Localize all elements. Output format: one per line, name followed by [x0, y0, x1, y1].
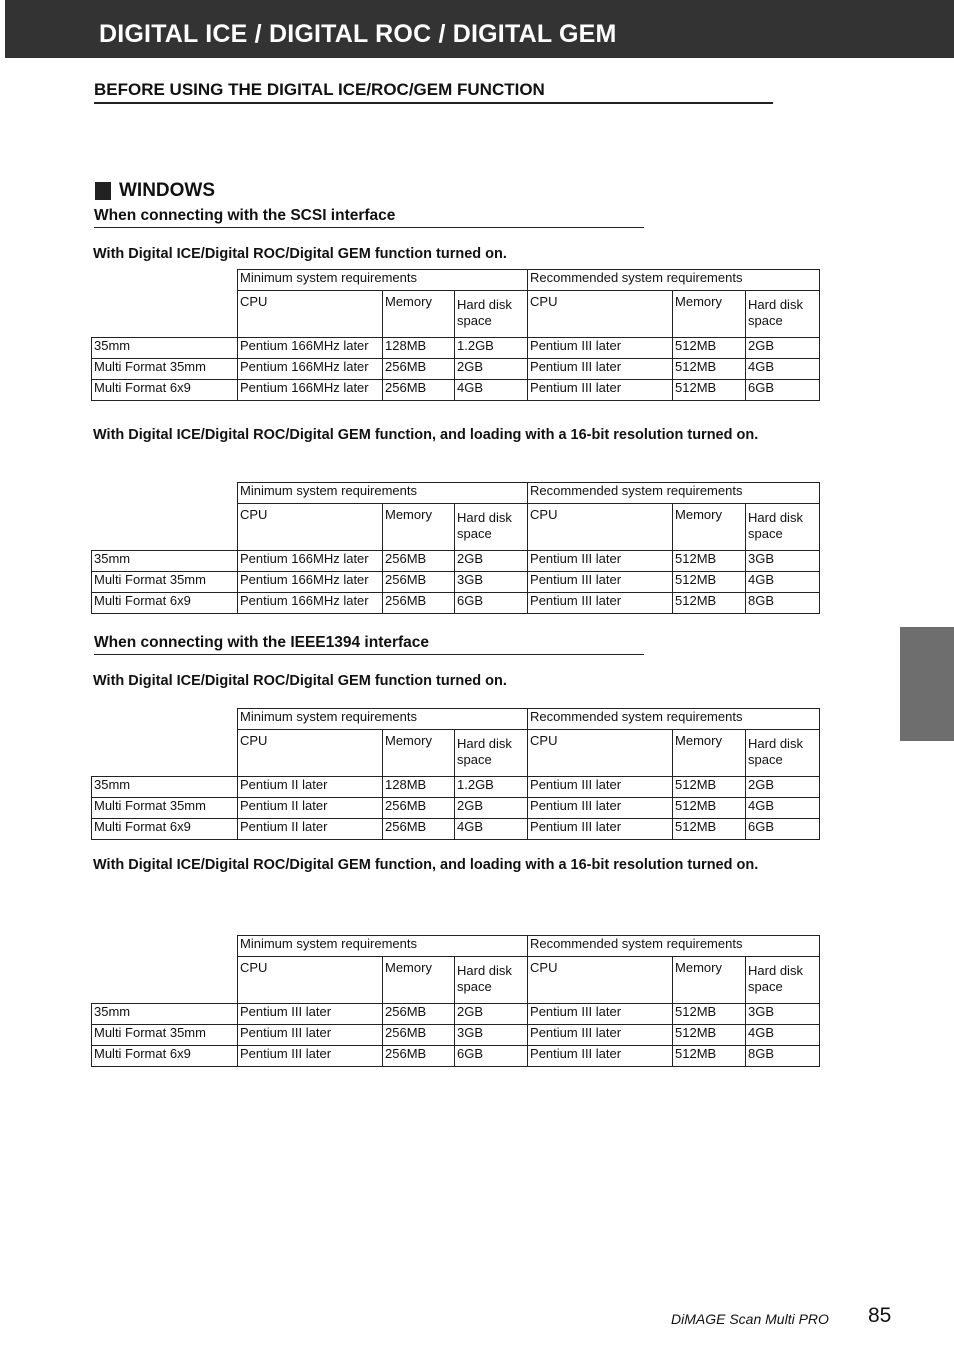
table-cell: 512MB [673, 593, 746, 614]
table-cell: 512MB [673, 338, 746, 359]
table-cell: Pentium II later [238, 777, 383, 798]
table-cell: Pentium III later [238, 1004, 383, 1025]
table-cell: 256MB [383, 1004, 455, 1025]
column-header: Memory [383, 291, 455, 338]
table-cell: 1.2GB [455, 338, 528, 359]
table-cell: 3GB [746, 551, 820, 572]
table-cell: 35mm [92, 338, 238, 359]
table-cell: Pentium 166MHz later [238, 338, 383, 359]
column-header: Memory [383, 957, 455, 1004]
table-cell: 512MB [673, 359, 746, 380]
table-cell: Multi Format 6x9 [92, 593, 238, 614]
table-cell: Pentium 166MHz later [238, 593, 383, 614]
table-cell: 2GB [455, 798, 528, 819]
column-header: CPU [238, 957, 383, 1004]
table-cell: 128MB [383, 777, 455, 798]
table-cell: Multi Format 6x9 [92, 380, 238, 401]
scsi-heading: When connecting with the SCSI interface [94, 207, 644, 228]
table-corner [92, 936, 238, 1004]
table-cell: 512MB [673, 819, 746, 840]
table-cell: 2GB [455, 551, 528, 572]
column-header: Hard disk space [746, 504, 820, 551]
scsi-table2 [91, 482, 820, 614]
table-cell: 2GB [455, 359, 528, 380]
table-cell: 256MB [383, 359, 455, 380]
table-cell: 4GB [746, 1025, 820, 1046]
table-corner [92, 483, 238, 551]
scsi-table2-caption: With Digital ICE/Digital ROC/Digital GEM function, and loading with a 16-bit resolution turned on. [93, 427, 759, 443]
column-header: Memory [673, 504, 746, 551]
table-cell: 512MB [673, 1046, 746, 1067]
column-header: Hard disk space [455, 957, 528, 1004]
table-cell: 512MB [673, 380, 746, 401]
min-requirements-header: Minimum system requirements [238, 483, 528, 504]
column-header: CPU [238, 730, 383, 777]
table-cell: 256MB [383, 798, 455, 819]
table-row [92, 593, 820, 614]
column-header: CPU [238, 504, 383, 551]
table-cell: Pentium III later [528, 572, 673, 593]
table-cell: Pentium 166MHz later [238, 551, 383, 572]
chapter-side-tab [900, 627, 954, 741]
rec-requirements-header: Recommended system requirements [528, 483, 820, 504]
column-header: CPU [528, 730, 673, 777]
table-cell: 4GB [746, 359, 820, 380]
ieee-table1 [91, 708, 820, 840]
table-cell: 256MB [383, 1046, 455, 1067]
table-cell: Pentium III later [528, 593, 673, 614]
table-cell: Pentium III later [528, 359, 673, 380]
section-heading: BEFORE USING THE DIGITAL ICE/ROC/GEM FUNCTION [94, 80, 773, 104]
table-cell: 6GB [746, 819, 820, 840]
windows-heading-label: WINDOWS [119, 180, 216, 201]
column-header: Memory [673, 957, 746, 1004]
table-row [92, 572, 820, 593]
min-requirements-header: Minimum system requirements [238, 936, 528, 957]
table-row [92, 380, 820, 401]
table-cell: Multi Format 35mm [92, 1025, 238, 1046]
page-title: DIGITAL ICE / DIGITAL ROC / DIGITAL GEM [99, 20, 617, 48]
ieee-table2-caption: With Digital ICE/Digital ROC/Digital GEM function, and loading with a 16-bit resolution turned on. [93, 857, 759, 873]
table-cell: 256MB [383, 572, 455, 593]
table-cell: 256MB [383, 551, 455, 572]
table-cell: Multi Format 35mm [92, 359, 238, 380]
table-cell: Pentium II later [238, 819, 383, 840]
column-header: Hard disk space [746, 291, 820, 338]
table-row [92, 1025, 820, 1046]
windows-heading [95, 180, 215, 202]
table-cell: Pentium III later [528, 380, 673, 401]
column-header: Hard disk space [455, 291, 528, 338]
table-cell: 35mm [92, 1004, 238, 1025]
table-cell: 8GB [746, 1046, 820, 1067]
table-cell: 8GB [746, 593, 820, 614]
column-header: Hard disk space [746, 730, 820, 777]
rec-requirements-header: Recommended system requirements [528, 936, 820, 957]
scsi-table1-caption: With Digital ICE/Digital ROC/Digital GEM function turned on. [93, 246, 507, 262]
table-cell: 128MB [383, 338, 455, 359]
rec-requirements-header: Recommended system requirements [528, 709, 820, 730]
table-cell: Pentium III later [238, 1046, 383, 1067]
table-cell: 512MB [673, 798, 746, 819]
title-bar [5, 0, 954, 58]
table-cell: 35mm [92, 551, 238, 572]
table-cell: Pentium III later [528, 798, 673, 819]
table-row [92, 1004, 820, 1025]
column-header: Memory [673, 730, 746, 777]
table-cell: 2GB [455, 1004, 528, 1025]
table-cell: 256MB [383, 1025, 455, 1046]
table-row [92, 777, 820, 798]
table-cell: 3GB [455, 1025, 528, 1046]
table-cell: Pentium 166MHz later [238, 359, 383, 380]
table-cell: Pentium III later [528, 1025, 673, 1046]
table-cell: Pentium 166MHz later [238, 572, 383, 593]
column-header: Hard disk space [746, 957, 820, 1004]
table-cell: 256MB [383, 593, 455, 614]
table-cell: 4GB [455, 380, 528, 401]
footer-brand: DiMAGE Scan Multi PRO [671, 1311, 829, 1327]
table-cell: Pentium III later [528, 338, 673, 359]
scsi-table1 [91, 269, 820, 401]
rec-requirements-header: Recommended system requirements [528, 270, 820, 291]
page-number: 85 [868, 1304, 892, 1327]
table-cell: 256MB [383, 819, 455, 840]
table-cell: Pentium III later [528, 551, 673, 572]
table-cell: 4GB [746, 572, 820, 593]
table-cell: Multi Format 35mm [92, 798, 238, 819]
table-cell: 35mm [92, 777, 238, 798]
table-cell: Pentium II later [238, 798, 383, 819]
table-cell: 4GB [746, 798, 820, 819]
table-cell: 512MB [673, 551, 746, 572]
table-cell: Pentium 166MHz later [238, 380, 383, 401]
table-cell: 2GB [746, 777, 820, 798]
column-header: CPU [528, 504, 673, 551]
table-cell: 512MB [673, 572, 746, 593]
min-requirements-header: Minimum system requirements [238, 709, 528, 730]
table-row [92, 551, 820, 572]
column-header: Memory [383, 730, 455, 777]
table-cell: 6GB [455, 1046, 528, 1067]
table-cell: Multi Format 6x9 [92, 1046, 238, 1067]
table-cell: 6GB [455, 593, 528, 614]
min-requirements-header: Minimum system requirements [238, 270, 528, 291]
column-header: Hard disk space [455, 504, 528, 551]
table-row [92, 1046, 820, 1067]
table-cell: 512MB [673, 777, 746, 798]
table-cell: Pentium III later [528, 819, 673, 840]
column-header: CPU [238, 291, 383, 338]
square-bullet-icon [95, 182, 111, 200]
table-cell: Pentium III later [528, 777, 673, 798]
table-cell: 1.2GB [455, 777, 528, 798]
table-cell: 4GB [455, 819, 528, 840]
ieee-heading: When connecting with the IEEE1394 interface [94, 634, 644, 655]
column-header: Memory [673, 291, 746, 338]
table-cell: Multi Format 6x9 [92, 819, 238, 840]
column-header: Hard disk space [455, 730, 528, 777]
column-header: CPU [528, 291, 673, 338]
table-cell: 2GB [746, 338, 820, 359]
table-row [92, 798, 820, 819]
column-header: Memory [383, 504, 455, 551]
table-row [92, 338, 820, 359]
table-cell: Pentium III later [238, 1025, 383, 1046]
table-cell: 256MB [383, 380, 455, 401]
table-corner [92, 270, 238, 338]
table-cell: 6GB [746, 380, 820, 401]
ieee-table2 [91, 935, 820, 1067]
table-cell: 3GB [455, 572, 528, 593]
table-cell: 512MB [673, 1004, 746, 1025]
table-row [92, 359, 820, 380]
table-cell: 3GB [746, 1004, 820, 1025]
table-corner [92, 709, 238, 777]
table-cell: Pentium III later [528, 1046, 673, 1067]
table-cell: Multi Format 35mm [92, 572, 238, 593]
table-cell: Pentium III later [528, 1004, 673, 1025]
table-cell: 512MB [673, 1025, 746, 1046]
column-header: CPU [528, 957, 673, 1004]
ieee-table1-caption: With Digital ICE/Digital ROC/Digital GEM function turned on. [93, 673, 507, 689]
table-row [92, 819, 820, 840]
